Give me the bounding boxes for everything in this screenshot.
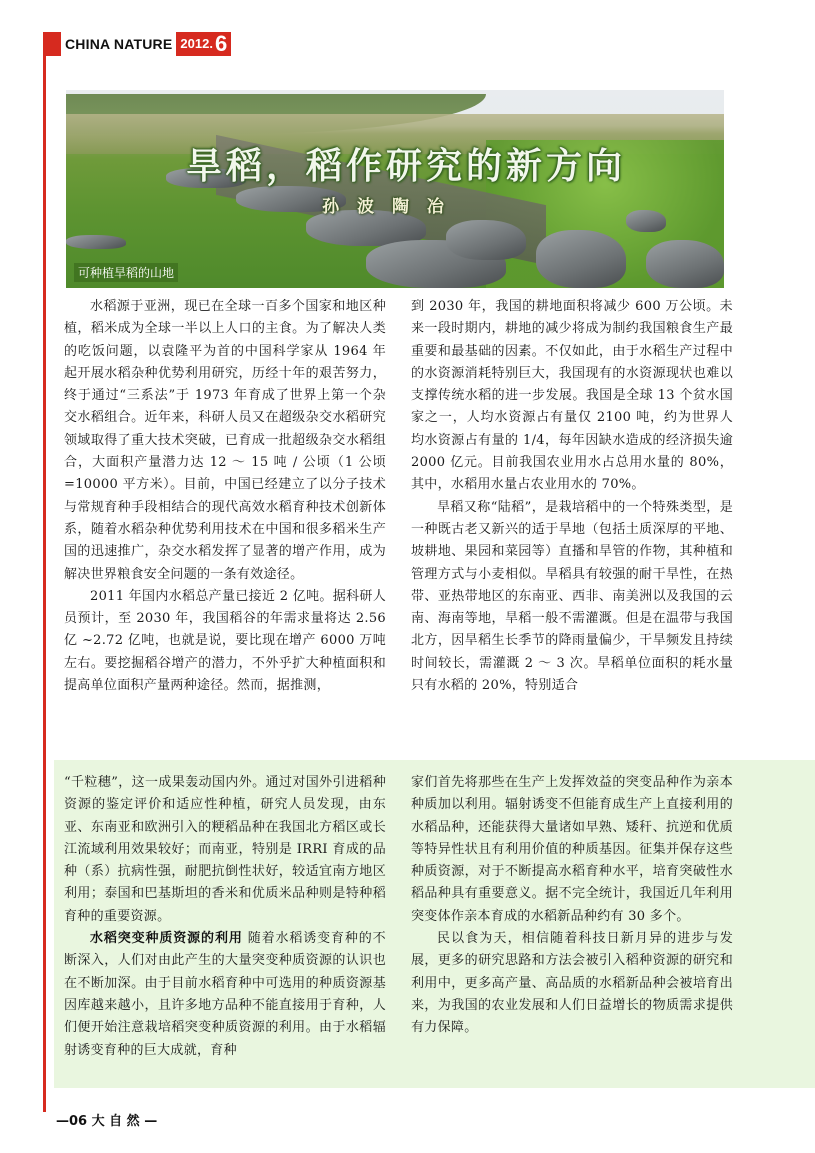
- box-column-left: [64, 772, 386, 1062]
- paragraph: 2011 年国内水稻总产量已接近 2 亿吨。据科研人员预计，至 2030 年，我国稻谷的年需求量将达 2.56 亿 ~2.72 亿吨，也就是说，要比现在增产 6000 万吨左右。要挖掘稻谷增产的潜力，不外乎扩大种植面积和提高单位面积产量两种途径。然而，据推测，: [64, 588, 386, 694]
- masthead-red-block: [43, 32, 61, 56]
- issue-year: 2012.: [176, 32, 215, 56]
- paragraph: 旱稻又称“陆稻”，是栽培稻中的一个特殊类型，是一种既古老又新兴的适于旱地（包括土质深厚的平地、坡耕地、果园和菜园等）直播和旱管的作物，其种植和管理方式与小麦相似。旱稻具有较强的耐干旱性，在热带、亚热带地区的东南亚、西非、南美洲以及我国的云南、海南等地，旱稻一般不需灌溉。但是在温带与我国北方，因旱稻生长季节的降雨量偏少，干旱频发且持续时间较长，需灌溉 2 ～ 3 次。旱稻单位面积的耗水量只有水稻的 20%，特别适合: [411, 499, 733, 694]
- paragraph: 家们首先将那些在生产上发挥效益的突变品种作为亲本种质加以利用。辐射诱变不但能育成生产上直接利用的水稻品种，还能获得大量诸如早熟、矮秆、抗逆和优质等特异性状且有利用价值的种质基因。征集并保存这些种质资源，对于不断提高水稻育种水平，培育突破性水稻品种具有重要意义。据不完全统计，我国近几年利用突变体作亲本育成的水稻新品种约有 30 多个。: [411, 775, 733, 924]
- photo-caption: 可种植旱稻的山地: [74, 263, 178, 282]
- magazine-name: CHINA NATURE: [65, 36, 173, 52]
- margin-rule: [43, 32, 46, 1112]
- paragraph: 水稻源于亚洲，现已在全球一百多个国家和地区种植，稻米成为全球一半以上人口的主食。为了解决人类的吃饭问题，以袁隆平为首的中国科学家从 1964 年起开展水稻杂种优势利用研究，历经十年的艰苦努力，终于通过“三系法”于 1973 年育成了世界上第一个杂交水稻组合。近年来，科研人员又在超级杂交水稻研究领域取得了重大技术突破，已育成一批超级杂交水稻组合，大面积产量潜力达 12 ～ 15 吨 / 公顷（1 公顷 =10000 平方米）。目前，中国已经建立了以分子技术与常规育种手段相结合的现代高效水稻育种技术创新体系，随着水稻杂种优势利用技术在中国和很多稻米生产国的迅速推广，杂交水稻发挥了显著的增产作用，成为解决世界粮食安全问题的一条有效途径。: [64, 299, 386, 582]
- section-heading: 水稻突变种质资源的利用: [90, 931, 243, 947]
- page-footer: —06 大 自 然 —: [56, 1114, 158, 1129]
- paragraph: “千粒穗”，这一成果轰动国内外。通过对国外引进稻种资源的鉴定评价和适应性种植，研究人员发现，由东亚、东南亚和欧洲引入的粳稻品种在我国北方稻区或长江流域利用效果较好；而南亚，特别是 IRRI 育成的品种（系）抗病性强，耐肥抗倒性状好，较适宜南方地区利用；泰国和巴基斯坦的香米和优质米品种则是特种稻育种的重要资源。: [64, 775, 386, 924]
- paragraph: 到 2030 年，我国的耕地面积将减少 600 万公顷。未来一段时期内，耕地的减少将成为制约我国粮食生产最重要和最基础的因素。不仅如此，由于水稻生产过程中的水资源消耗特别巨大，我国现有的水资源现状也难以支撑传统水稻的进一步发展。我国是全球 13 个贫水国家之一，人均水资源占有量仅 2100 吨，约为世界人均水资源占有量的 1/4，每年因缺水造成的经济损失逾 2000 亿元。目前我国农业用水占总用水量的 80%，其中，水稻用水量占农业用水的 70%。: [411, 299, 733, 493]
- article-author: 孙 波 陶 冶: [322, 197, 450, 217]
- paragraph: 民以食为天，相信随着科技日新月异的进步与发展，更多的研究思路和方法会被引入稻种资源的研究和利用中，更多高产量、高品质的水稻新品种会被培育出来，为我国的农业发展和人们日益增长的物质需求提供有力保障。: [411, 931, 733, 1036]
- article-title: 旱稻，稻作研究的新方向: [185, 146, 626, 187]
- body-column-right: [411, 296, 733, 697]
- hero-photo: [66, 90, 724, 288]
- body-column-left: [64, 296, 386, 697]
- box-column-right: [411, 772, 733, 1040]
- issue-number: 6: [215, 32, 231, 56]
- paragraph: 水稻突变种质资源的利用 随着水稻诱变育种的不断深入，人们对由此产生的大量突变种质资源的认识也在不断加深。由于目前水稻育种中可选用的种质资源基因库越来越小，且许多地方品种不能直接用于育种，人们便开始注意栽培稻突变种质资源的利用。由于水稻辐射诱变育种的巨大成就，育种: [64, 931, 386, 1058]
- masthead: [43, 32, 231, 56]
